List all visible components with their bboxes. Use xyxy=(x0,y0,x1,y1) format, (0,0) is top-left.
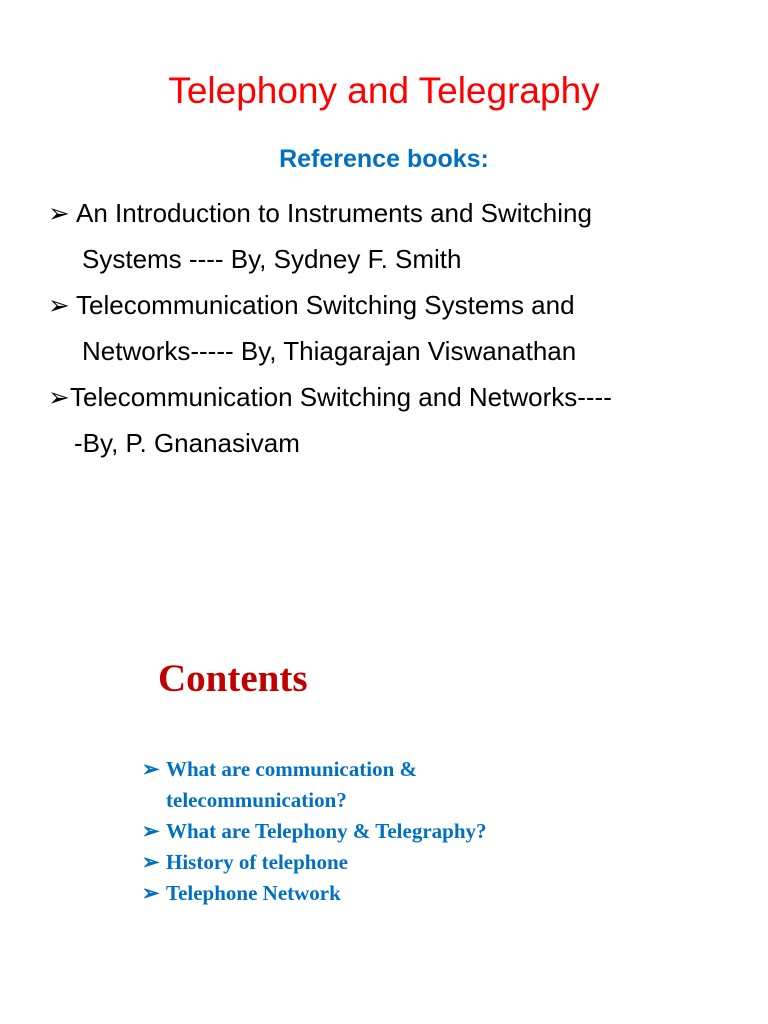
reference-text: Networks----- By, Thiagarajan Viswanathan xyxy=(82,336,577,366)
reference-item-continuation xyxy=(48,420,612,466)
contents-text: What are Telephony & Telegraphy? xyxy=(166,819,487,843)
reference-text: An Introduction to Instruments and Switching xyxy=(76,198,592,228)
reference-books-list xyxy=(48,190,612,466)
reference-text: Telecommunication Switching and Networks---- xyxy=(70,382,612,412)
arrow-bullet-icon: ➢ xyxy=(48,382,70,412)
contents-text: Telephone Network xyxy=(166,881,341,905)
arrow-bullet-icon: ➢ xyxy=(142,757,160,781)
arrow-bullet-icon: ➢ xyxy=(142,881,160,905)
contents-item xyxy=(142,816,487,847)
reference-text: -By, P. Gnanasivam xyxy=(74,428,300,458)
contents-list xyxy=(142,754,487,909)
reference-item-continuation xyxy=(48,236,612,282)
contents-item xyxy=(142,847,487,878)
reference-item xyxy=(48,190,612,236)
reference-books-heading: Reference books: xyxy=(279,145,489,173)
contents-text: History of telephone xyxy=(166,850,348,874)
contents-heading: Contents xyxy=(158,657,308,700)
contents-text: telecommunication? xyxy=(166,788,347,812)
reference-text: Telecommunication Switching Systems and xyxy=(76,290,575,320)
contents-item xyxy=(142,754,487,785)
reference-item xyxy=(48,282,612,328)
contents-item-continuation xyxy=(142,785,487,816)
reference-text: Systems ---- By, Sydney F. Smith xyxy=(82,244,462,274)
page-title: Telephony and Telegraphy xyxy=(168,70,600,111)
arrow-bullet-icon: ➢ xyxy=(142,850,160,874)
reference-item xyxy=(48,374,612,420)
contents-text: What are communication & xyxy=(166,757,418,781)
contents-item xyxy=(142,878,487,909)
arrow-bullet-icon: ➢ xyxy=(142,819,160,843)
arrow-bullet-icon: ➢ xyxy=(48,290,70,320)
reference-item-continuation xyxy=(48,328,612,374)
arrow-bullet-icon: ➢ xyxy=(48,198,70,228)
